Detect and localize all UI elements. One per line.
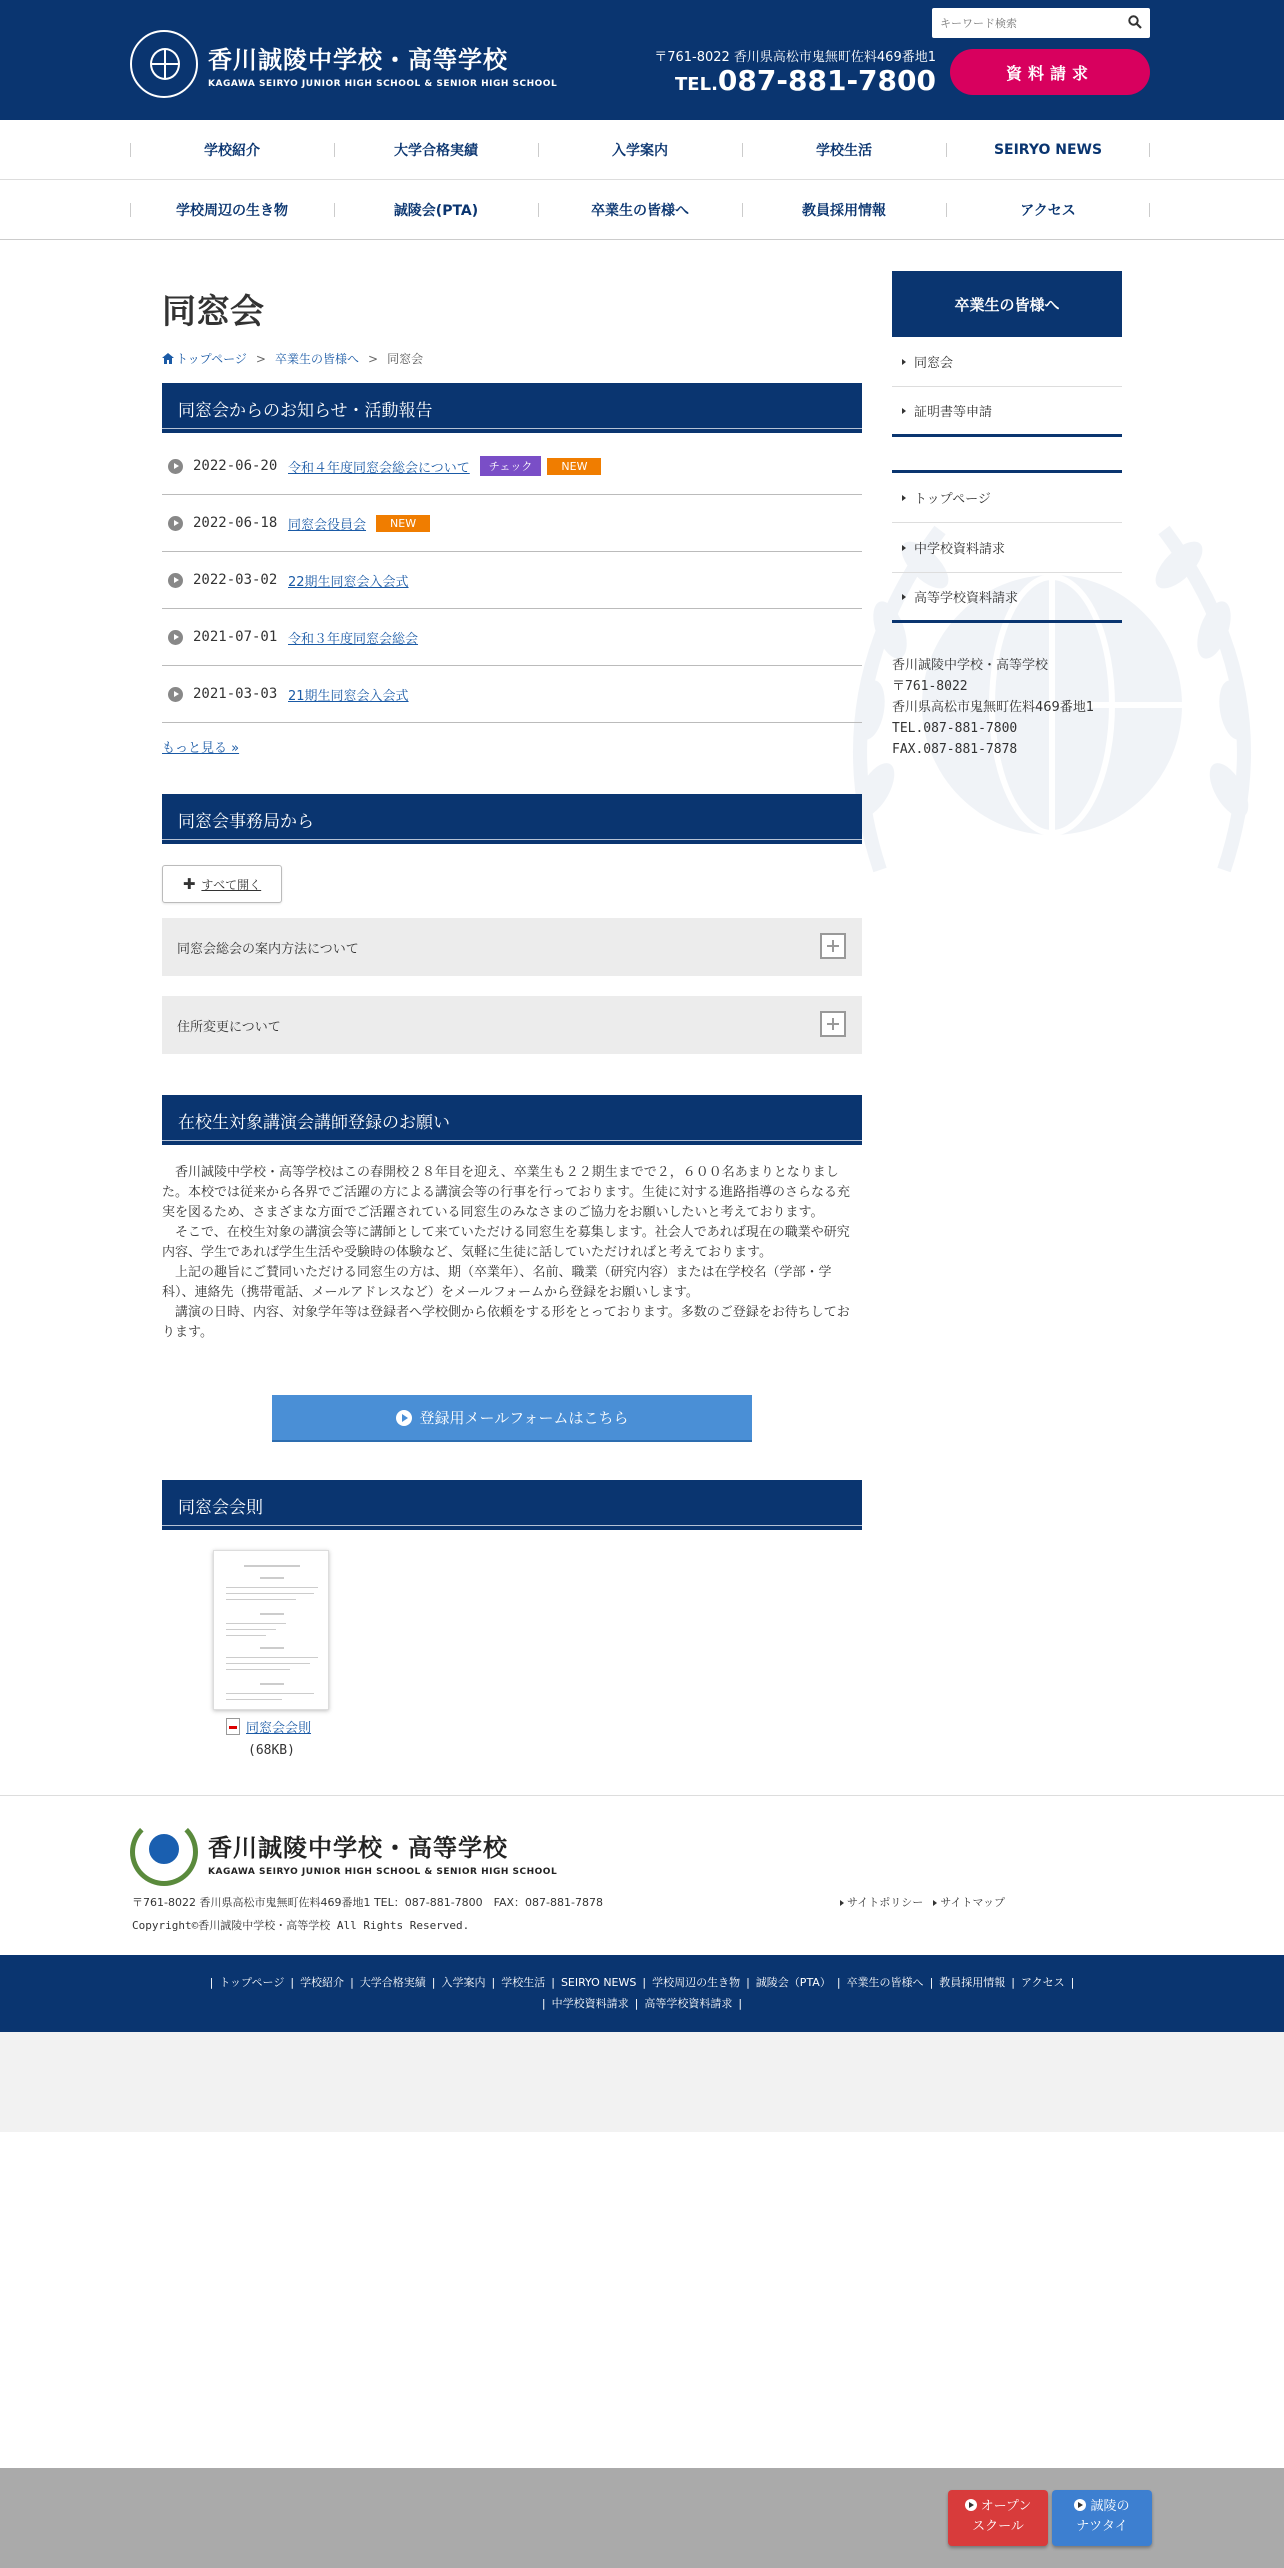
sidebar-contact-info: 香川誠陵中学校・高等学校 〒761-8022 香川県高松市鬼無町佐料469番地1 TEL.087-881-7800 FAX.087-881-7878 — [892, 658, 1095, 757]
footer-nav-link[interactable]: 入学案内 — [441, 1976, 486, 1989]
logo-title: 香川誠陵中学校・高等学校 — [208, 45, 508, 74]
footer-nav-link[interactable]: 教員採用情報 — [939, 1976, 1006, 1989]
news-title-link[interactable]: 令和３年度同窓会総会 — [288, 631, 419, 647]
main-nav — [0, 120, 1284, 180]
list-item — [162, 495, 862, 552]
footer-address: 〒761-8022 香川県高松市鬼無町佐料469番地1 TEL：087-881-7800 FAX：087-881-7878 — [132, 1896, 603, 1909]
check-badge: チェック — [480, 456, 542, 476]
nav-item-admission[interactable]: 入学案内 — [538, 120, 742, 180]
site-policy-link[interactable]: サイトポリシー — [840, 1894, 923, 1910]
nav-item-graduates[interactable]: 卒業生の皆様へ — [538, 180, 742, 240]
footer-nav-link[interactable]: 卒業生の皆様へ — [846, 1976, 924, 1989]
pdf-icon — [226, 1718, 240, 1735]
new-badge: NEW — [376, 515, 430, 532]
arrow-circle-icon — [168, 687, 183, 702]
footer-nav-link[interactable]: アクセス — [1021, 1976, 1065, 1989]
sidebar-menu — [892, 337, 1122, 437]
sitemap-link[interactable]: サイトマップ — [933, 1894, 1005, 1910]
school-emblem-icon — [130, 1818, 198, 1886]
sub-nav — [0, 180, 1284, 240]
news-title-link[interactable]: 22期生同窓会入会式 — [288, 574, 409, 590]
news-heading: 同窓会からのお知らせ・活動報告 — [162, 383, 862, 433]
home-icon — [162, 353, 174, 364]
new-badge: NEW — [547, 458, 601, 475]
more-news-link[interactable]: もっと見る » — [162, 741, 240, 756]
expand-icon[interactable] — [820, 933, 846, 959]
nav-item-school-intro[interactable]: 学校紹介 — [130, 120, 334, 180]
registration-form-button[interactable]: 登録用メールフォームはこちら — [272, 1395, 752, 1440]
rules-file — [226, 1717, 311, 1736]
expand-icon[interactable] — [820, 1011, 846, 1037]
sidebar-item-top[interactable]: トップページ — [892, 473, 1122, 523]
file-size: (68KB) — [248, 1743, 295, 1758]
breadcrumb-graduates-link[interactable]: 卒業生の皆様へ — [274, 352, 359, 366]
header-address: 〒761-8022 香川県高松市鬼無町佐料469番地1 — [654, 50, 936, 65]
search-icon[interactable] — [1128, 15, 1142, 29]
accordion-meeting-guide[interactable]: 同窓会総会の案内方法について — [162, 918, 862, 976]
open-all-button[interactable]: ✚ すべて開く — [162, 865, 282, 903]
rules-pdf-link[interactable]: 同窓会会則 — [246, 1721, 312, 1736]
footer-nav-link[interactable]: 学校生活 — [501, 1976, 546, 1989]
document-request-button[interactable]: 資料請求 — [950, 49, 1150, 95]
footer-nav-link[interactable]: 誠陵会（PTA） — [755, 1976, 831, 1989]
footer-nav-link[interactable]: トップページ — [219, 1976, 285, 1989]
news-title-link[interactable]: 令和４年度同窓会総会について — [288, 460, 470, 476]
sidebar-item-jh-request[interactable]: 中学校資料請求 — [892, 523, 1122, 573]
footer-nav: | トップページ | 学校紹介 | 大学合格実績 | 入学案内 | 学校生活 | SEIRYO NEWS | 学校周辺の生き物 | 誠陵会（PTA） | 卒業生の皆様へ | 教員採用情報 | アクセス | | 中学校資料請求 | 高等学校資料請求 | — [0, 1955, 1284, 2032]
breadcrumb-home-link[interactable]: トップページ — [176, 352, 247, 366]
open-school-button[interactable]: オープン スクール — [948, 2490, 1048, 2546]
nav-item-university-results[interactable]: 大学合格実績 — [334, 120, 538, 180]
site-logo[interactable] — [130, 30, 557, 98]
news-title-link[interactable]: 21期生同窓会入会式 — [288, 688, 409, 704]
lecture-heading: 在校生対象講演会講師登録のお願い — [162, 1095, 862, 1145]
nav-item-seiryo-news[interactable]: SEIRYO NEWS — [946, 120, 1150, 180]
news-date: 2022-06-18 — [193, 515, 278, 531]
list-item — [162, 438, 862, 495]
arrow-circle-icon — [168, 573, 183, 588]
rules-heading: 同窓会会則 — [162, 1480, 862, 1530]
lecture-body: 香川誠陵中学校・高等学校はこの春開校２８年目を迎え、卒業生も２２期生までで２，６００名あまりとなりました。本校では従来から各界でご活躍の方による講演会等の行事を行っております。生徒に対する進路指導のさらなる充実を図るため、さまざまな方面でご活躍されている同窓生のみなさまのご協力をお願いしたいと考えております。 そこで、在校生対象の講演会等に講師として来ていただける同窓生を募集します。社会人であれば現在の職業や研究内容、学生であれば学生生活や受験時の体験など、気軽に生徒に話していただければと考えております。 上記の趣旨にご賛同いただける同窓生の方は、期（卒業年）、名前、職業（研究内容）または在学校名（学部・学科）、連絡先（携帯電話、メールアドレスなど）をメールフォームから登録をお願いします。 講演の日時、内容、対象学年等は登録者へ学校側から依頼をする形をとっております。多数のご登録をお待ちしております。 — [162, 1165, 850, 1340]
site-header — [0, 0, 1284, 120]
news-title-link[interactable]: 同窓会役員会 — [288, 517, 367, 533]
footer-nav-link[interactable]: 中学校資料請求 — [551, 1997, 629, 2010]
sidebar-item-alumni[interactable]: 同窓会 — [892, 337, 1122, 387]
news-list — [162, 438, 862, 723]
arrow-circle-icon — [168, 459, 183, 474]
page-title: 同窓会 — [162, 292, 264, 332]
footer-nav-link[interactable]: 学校紹介 — [300, 1976, 345, 1989]
rules-document-thumbnail[interactable] — [213, 1550, 329, 1710]
news-date: 2021-03-03 — [193, 686, 278, 702]
list-item — [162, 609, 862, 666]
footer-nav-link[interactable]: SEIRYO NEWS — [560, 1976, 637, 1989]
news-date: 2022-06-20 — [193, 458, 278, 474]
breadcrumb: トップページ > 卒業生の皆様へ > 同窓会 — [162, 350, 423, 367]
search-input[interactable] — [932, 8, 1112, 38]
news-date: 2021-07-01 — [193, 629, 278, 645]
nav-item-recruitment[interactable]: 教員採用情報 — [742, 180, 946, 240]
news-date: 2022-03-02 — [193, 572, 278, 588]
sidebar-item-certificate[interactable]: 証明書等申請 — [892, 387, 1122, 437]
arrow-circle-icon — [1074, 2499, 1086, 2511]
list-item — [162, 666, 862, 723]
nav-item-access[interactable]: アクセス — [946, 180, 1150, 240]
arrow-circle-icon — [168, 630, 183, 645]
accordion-address-change[interactable]: 住所変更について — [162, 996, 862, 1054]
arrow-circle-icon — [965, 2499, 977, 2511]
office-heading: 同窓会事務局から — [162, 794, 862, 844]
header-tel[interactable]: TEL.087-881-7800 — [675, 64, 936, 97]
naytai-button[interactable]: 誠陵の ナツタイ — [1052, 2490, 1152, 2546]
sidebar-links — [892, 473, 1122, 623]
nav-item-creatures[interactable]: 学校周辺の生き物 — [130, 180, 334, 240]
footer-spacer — [0, 2032, 1284, 2132]
footer-logo[interactable]: 香川誠陵中学校・高等学校 KAGAWA SEIRYO JUNIOR HIGH SCHOOL & SENIOR HIGH SCHOOL — [130, 1818, 557, 1886]
sidebar-heading: 卒業生の皆様へ — [892, 271, 1122, 337]
footer-nav-link[interactable]: 高等学校資料請求 — [644, 1997, 733, 2010]
nav-item-pta[interactable]: 誠陵会(PTA) — [334, 180, 538, 240]
sidebar-item-hs-request[interactable]: 高等学校資料請求 — [892, 573, 1122, 623]
arrow-circle-icon — [396, 1410, 412, 1426]
logo-subtitle: KAGAWA SEIRYO JUNIOR HIGH SCHOOL & SENIOR HIGH SCHOOL — [208, 78, 558, 89]
school-emblem-icon — [130, 30, 198, 98]
breadcrumb-current: 同窓会 — [387, 352, 424, 366]
footer-nav-link[interactable]: 大学合格実績 — [359, 1976, 426, 1989]
search-box — [932, 8, 1150, 38]
footer-nav-link[interactable]: 学校周辺の生き物 — [652, 1976, 741, 1989]
footer-policy-links — [830, 1894, 1005, 1910]
nav-item-school-life[interactable]: 学校生活 — [742, 120, 946, 180]
list-item — [162, 552, 862, 609]
arrow-circle-icon — [168, 516, 183, 531]
copyright: Copyright©香川誠陵中学校・高等学校 All Rights Reserved. — [132, 1919, 470, 1932]
plus-icon: ✚ — [182, 875, 196, 893]
